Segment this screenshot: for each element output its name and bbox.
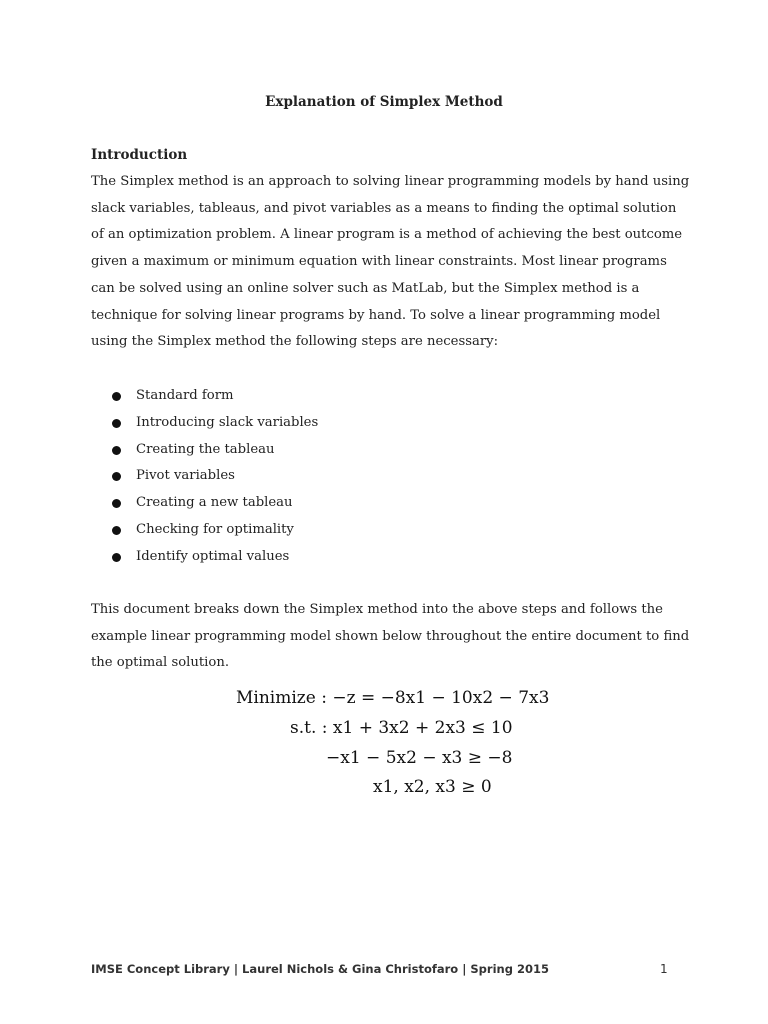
- footer-credit: IMSE Concept Library | Laurel Nichols & Gina Christofaro | Spring 2015: [91, 962, 549, 976]
- bullet-icon: [112, 553, 121, 562]
- list-item: [91, 463, 318, 490]
- closing-paragraph: This document breaks down the Simplex method into the above steps and follows the example linear programming model shown below throughout the entire document to find the optimal solution.: [91, 602, 690, 671]
- step-label: Standard form: [136, 388, 234, 403]
- constraint-equation-1: s.t. : x1 + 3x2 + 2x3 ≤ 10: [290, 718, 513, 738]
- bullet-icon: [112, 446, 121, 455]
- bullet-icon: [112, 392, 121, 401]
- bullet-icon: [112, 526, 121, 535]
- step-label: Checking for optimality: [136, 521, 294, 537]
- bullet-icon: [112, 472, 121, 481]
- page-number: 1: [660, 962, 668, 976]
- nonnegativity-equation: x1, x2, x3 ≥ 0: [373, 777, 492, 797]
- list-item: [91, 383, 318, 410]
- list-item: [91, 490, 318, 517]
- step-label: Pivot variables: [136, 468, 235, 484]
- document-title: Explanation of Simplex Method: [265, 94, 503, 110]
- intro-paragraph: The Simplex method is an approach to solving linear programming models by hand using slack variables, tableaus, and pivot variables as a means to finding the optimal solution of an optimization problem. A linear program is a method of achieving the best outcome given a maximum or minimum equation with linear constraints. Most linear programs can be solved using an online solver such as MatLab, but the Simplex method is a technique for solving linear programs by hand. To solve a linear programming model using the Simplex method the following steps are necessary:: [91, 174, 690, 350]
- list-item: [91, 410, 318, 437]
- bullet-icon: [112, 499, 121, 508]
- list-item: [91, 437, 318, 464]
- section-heading-introduction: Introduction: [91, 147, 188, 163]
- step-label: Creating a new tableau: [136, 495, 293, 511]
- step-label: Identify optimal values: [136, 548, 290, 564]
- constraint-equation-2: −x1 − 5x2 − x3 ≥ −8: [326, 748, 513, 768]
- bullet-icon: [112, 419, 121, 428]
- objective-equation: Minimize : −z = −8x1 − 10x2 − 7x3: [236, 688, 550, 708]
- steps-list: [91, 383, 318, 571]
- list-item: [91, 517, 318, 544]
- step-label: Introducing slack variables: [136, 414, 319, 430]
- list-item: [91, 544, 318, 571]
- step-label: Creating the tableau: [136, 441, 275, 457]
